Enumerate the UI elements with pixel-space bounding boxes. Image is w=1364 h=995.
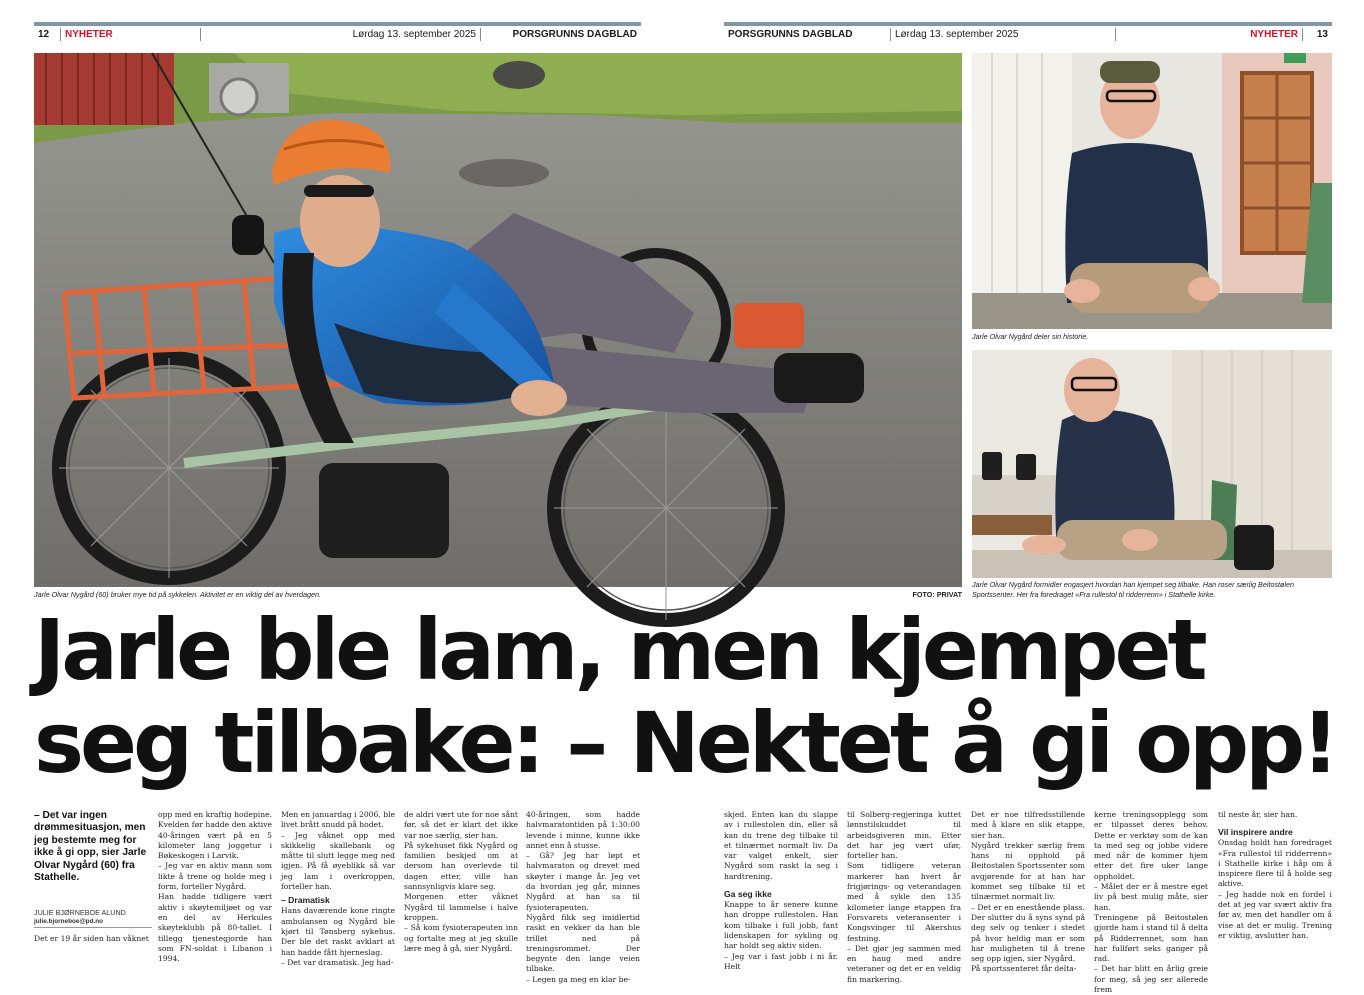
body-column-5 — [724, 810, 838, 972]
paragraph: Onsdag holdt han foredraget «Fra rullestol til ridderrenn» i Stathelle kirke i håp om å inspirere flere til å holde seg aktive. – Jeg hadde nok en fordel i det at jeg var svært aktiv fra før av, men det handler om å vise at det er mulig. Trening er viktig, avslutter han. — [1218, 838, 1332, 940]
portrait-photo-seated — [972, 53, 1332, 329]
paragraph: Men en januardag i 2006, ble livet brått snudd på hodet. – Jeg våknet opp med skikkelig skallebank og måtte til slutt legge meg ned igjen. På få øyeblikk så var jeg lam i overkroppen, forteller han. — [281, 810, 395, 892]
body-column-6 — [847, 810, 961, 985]
header-rule — [724, 22, 1332, 26]
subheading: Vil inspirere andre — [1218, 827, 1293, 838]
body-column-1 — [158, 810, 272, 964]
page-number: 12 — [38, 29, 50, 40]
top-photo-caption: Jarle Olvar Nygård deler sin historie. — [972, 332, 1089, 341]
headline — [34, 601, 1336, 792]
paragraph: til neste år, sier han. — [1218, 810, 1298, 819]
main-photo-recumbent-trike — [34, 53, 962, 587]
headline-line-2: seg tilbake: – Nektet å gi opp! — [34, 694, 1336, 792]
section-label: NYHETER — [1115, 28, 1302, 41]
paragraph: Det er noe tilfredsstillende med å klare en slik etappe, sier han. Nygård trekker særlig frem hans ni opphold på Beitostølen Sportssenter som avgjørende for at han har kommet seg tilbake til et tilnærmet normalt liv. – Det er en enestående plass. Der slutter du å syns synd på deg selv og tenker i stedet på hvor heldig man er som har muligheten til å trene seg opp igjen, sier Nygård. På sportssenteret får delta- — [971, 810, 1085, 974]
headline-line-1: Jarle ble lam, men kjempet — [34, 601, 1204, 699]
page-number: 13 — [1302, 28, 1332, 41]
paragraph: de aldri vært ute for noe sånt før, så det er klart det ikke var noe særlig, sier han. På sykehuset fikk Nygård og familien beskjed om at dersom han overlevde til dagen etter, ville han sannsynligvis klare seg. Morgenen etter våknet Nygård til lammelse i halve kroppen. – Så kom fysioterapeuten inn og fortalte meg at jeg skulle lære meg å gå, sier Nygård. — [404, 810, 518, 953]
body-column-7 — [971, 810, 1085, 975]
main-photo-caption: Jarle Olvar Nygård (60) bruker mye tid på sykkelen. Aktivitet er en viktig del av hverdagen. — [34, 590, 321, 599]
page-header-left — [34, 22, 641, 42]
paragraph: 40-åringen, som hadde halvmaratontiden på 1:30:00 levende i minne, kunne ikke annet enn å stusse. – Gå? Jeg har løpt et halvmaraton og drevet med skøyter i mange år. Jeg vet da hvordan jeg går, minnes Nygård at han sa til fysioterapeuten. Nygård fikk seg imidlertid raskt en vekker da han ble trillet ned på treningsrommet. Der begynte den lange veien tilbake. – Legen ga meg en klar be- — [526, 810, 640, 984]
body-column-9 — [1218, 810, 1332, 941]
paragraph: opp med en kraftig hodepine. Kvelden før hadde den aktive 40-åringen vært på en 5 kilometer lang joggetur i Bøkeskogen i Larvik. – Jeg var en aktiv mann som likte å trene og holde meg i form, forteller Nygård. Han hadde tidligere vært aktiv i skøytemiljøet og var en del av Herkules skøyteklubb på 80-tallet. I tillegg tjenestegjorde han som FN-soldat i Libanon i 1994. — [158, 810, 272, 964]
newspaper-name: PORSGRUNNS DAGBLAD — [728, 29, 853, 40]
intro-text: Det er 19 år siden han våknet — [34, 934, 149, 943]
newspaper-name: PORSGRUNNS DAGBLAD — [480, 28, 641, 41]
body-column-3 — [404, 810, 518, 954]
issue-date: Lørdag 13. september 2025 — [200, 28, 480, 41]
photo-credit: FOTO: PRIVAT — [912, 590, 962, 599]
paragraph: til Solberg-regjeringa kuttet lønnstilskuddet til arbeidsgiveren min. Etter det har jeg vært ufør, forteller han. Som tidligere veteran markerer han hvert år frigjørings- og veterandagen med å sykle den 135 kilometer lange etappen fra Forsvarets veteransenter i Kongsvinger til Akershus festning. – Det gjør jeg sammen med en haug med andre veteraner og det er en veldig fin markering. — [847, 810, 961, 984]
bottom-photo-caption: Jarle Olvar Nygård formidler engasjert hvordan han kjempet seg tilbake. Han roser særlig Beitostølen Sportssenter. Her fra foredraget «Fra rullestol til ridderrenn» i Stathelle kirke. — [972, 580, 1294, 599]
paragraph: Hans daværende kone ringte ambulansen og Nygård ble kjørt til Tønsberg sykehus. Der ble det raskt avklart at han hadde fått hjerneslag. – Det var dramatisk. Jeg had- — [281, 906, 395, 967]
paragraph: Knappe to år senere kunne han droppe rullestolen. Han kom tilbake i full jobb, fant lidenskapen for sykling og har holdt seg aktiv siden. – Jeg var i fast jobb i ni år. Helt — [724, 900, 838, 971]
lecture-photo — [972, 350, 1332, 578]
header-rule — [34, 22, 641, 26]
byline-email[interactable]: julie.bjorneboe@pd.no — [34, 918, 104, 925]
section-label: NYHETER — [60, 28, 200, 41]
lead-paragraph: – Det var ingen drømmesituasjon, men jeg bestemte meg for ikke å gi opp, sier Jarle Olvar Nygård (60) fra Stathelle. — [34, 810, 147, 884]
paragraph: skjed. Enten kan du slappe av i rullestolen din, eller så kan du trene deg tilbake til et tilnærmet normalt liv. Da var valget enkelt, sier Nygård som raskt la seg i hardtrening. — [724, 810, 838, 881]
byline — [34, 908, 152, 926]
paragraph: kerne treningsopplegg som er tilpasset deres behov. Dette er verktøy som de kan ta med seg og jobbe videre med når de kommer hjem etter det fire uker lange oppholdet. – Målet der er å mestre eget liv på best mulig måte, sier han. Treningene på Beitostølen gjorde ham i stand til å delta på Ridderrennet, som han har fullført seks ganger på rad. – Det har blitt en årlig greie for meg, så jeg ser allerede frem — [1094, 810, 1208, 995]
byline-divider — [34, 927, 152, 928]
subheading: Ga seg ikke — [724, 889, 772, 900]
page-header-right — [724, 22, 1332, 42]
body-column-8 — [1094, 810, 1208, 995]
body-column-2 — [281, 810, 395, 968]
byline-name: JULIE BJØRNEBOE ALUND — [34, 908, 126, 917]
body-column-4 — [526, 810, 640, 985]
issue-date: Lørdag 13. september 2025 — [890, 28, 1115, 41]
subheading: – Dramatisk — [281, 895, 330, 906]
